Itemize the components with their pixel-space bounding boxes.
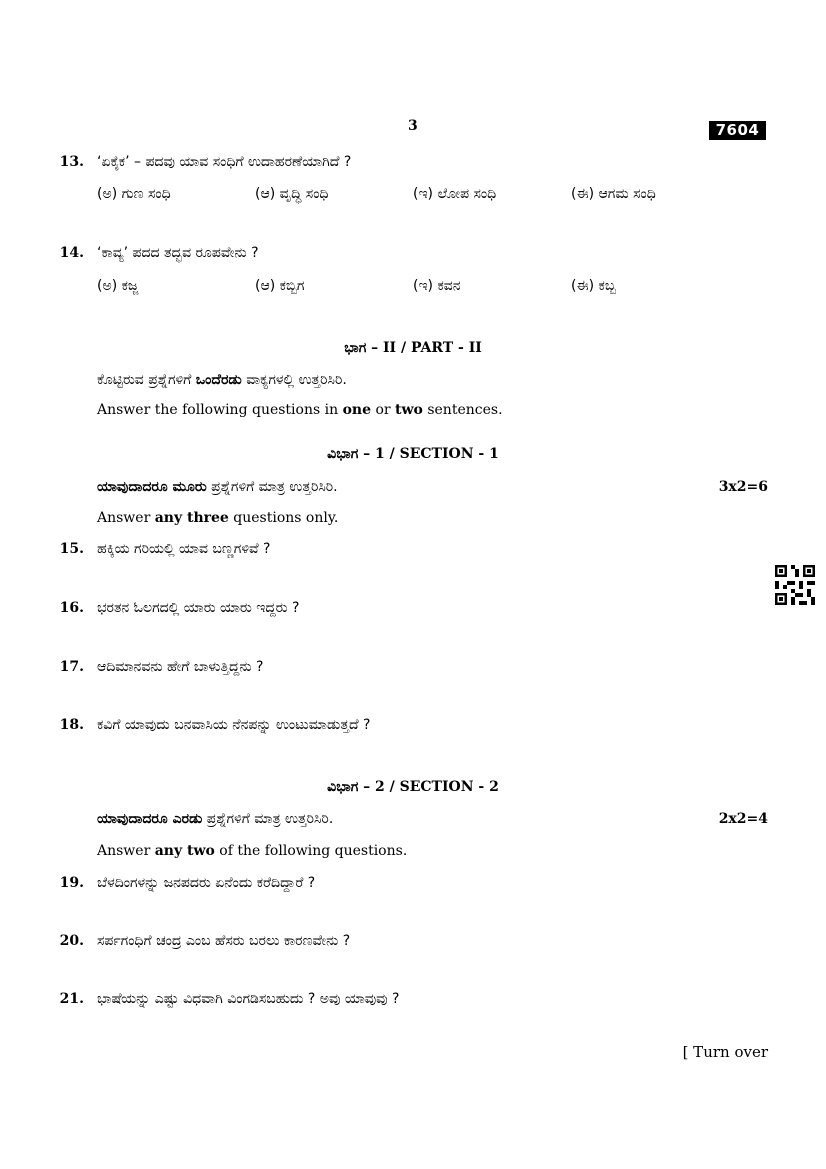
question-text: ‘ಏಕೈಕ’ – ಪದವು ಯಾವ ಸಂಧಿಗೆ ಉದಾಹರಣೆಯಾಗಿದೆ ? [97,154,352,170]
question-text: ಹಕ್ಕಿಯ ಗರಿಯಲ್ಲಿ ಯಾವ ಬಣ್ಣಗಳಿವೆ ? [97,541,271,557]
option-d: (ಈ) ಆಗಮ ಸಂಧಿ [571,186,656,202]
question-text: ಬೆಳದಿಂಗಳನ್ನು ಜನಪದರು ಏನೆಂದು ಕರೆದಿದ್ದಾರೆ ? [97,875,316,891]
question-text: ‘ಕಾವ್ಯ’ ಪದದ ತದ್ಭವ ರೂಪವೇನು ? [97,245,259,261]
option-b: (ಆ) ವೃದ್ಧಿ ಸಂಧಿ [255,186,329,202]
question-number: 21. [59,991,84,1007]
section-marks: 2x2=4 [718,811,768,827]
question-number: 15. [59,541,84,557]
section-heading: ವಿಭಾಗ – 1 / SECTION - 1 [327,446,499,462]
part-instruction-english: Answer the following questions in one or two sentences. [97,402,503,418]
part-instruction-kannada: ಕೊಟ್ಟಿರುವ ಪ್ರಶ್ನೆಗಳಿಗೆ ಒಂದೆರಡು ವಾಕ್ಯಗಳಲ್ಲಿ ಉತ್ತರಿಸಿರಿ. [97,372,347,388]
option-b: (ಆ) ಕಬ್ಬಿಗ [255,278,305,294]
question-number: 20. [59,933,84,949]
question-text: ಭಾಷೆಯನ್ನು ಎಷ್ಟು ವಿಧವಾಗಿ ವಿಂಗಡಿಸಬಹುದು ? ಅವು ಯಾವುವು ? [97,991,400,1007]
question-text: ಸರ್ಪಗಂಧಿಗೆ ಚಂದ್ರ ಎಂಬ ಹೆಸರು ಬರಲು ಕಾರಣವೇನು ? [97,933,351,949]
question-text: ಭರತನ ಓಲಗದಲ್ಲಿ ಯಾರು ಯಾರು ಇದ್ದರು ? [97,600,300,616]
question-number: 16. [59,600,84,616]
section-instruction-english: Answer any three questions only. [97,510,339,526]
section-instruction-kannada: ಯಾವುದಾದರೂ ಎರಡು ಪ್ರಶ್ನೆಗಳಿಗೆ ಮಾತ್ರ ಉತ್ತರಿಸಿರಿ. [97,811,334,827]
section-instruction-english: Answer any two of the following questions. [97,843,408,859]
section-marks: 3x2=6 [718,479,768,495]
option-a: (ಅ) ಕಜ್ಜ [97,278,139,294]
option-c: (ಇ) ಲೋಪ ಸಂಧಿ [413,186,497,202]
turn-over-note: [ Turn over [682,1043,768,1061]
qr-code-icon [775,565,815,605]
part-heading: ಭಾಗ – II / PART - II [344,340,482,356]
section-heading: ವಿಭಾಗ – 2 / SECTION - 2 [327,779,499,795]
option-d: (ಈ) ಕಬ್ಬ [571,278,616,294]
section-instruction-kannada: ಯಾವುದಾದರೂ ಮೂರು ಪ್ರಶ್ನೆಗಳಿಗೆ ಮಾತ್ರ ಉತ್ತರಿಸಿರಿ. [97,479,338,495]
question-number: 19. [59,875,84,891]
option-c: (ಇ) ಕವನ [413,278,461,294]
paper-code-badge: 7604 [709,121,766,140]
question-number: 13. [59,154,84,170]
question-number: 14. [59,245,84,261]
question-text: ಕವಿಗೆ ಯಾವುದು ಬನವಾಸಿಯ ನೆನಪನ್ನು ಉಂಟುಮಾಡುತ್ತದೆ ? [97,717,371,733]
question-number: 17. [59,659,84,675]
question-number: 18. [59,717,84,733]
option-a: (ಅ) ಗುಣ ಸಂಧಿ [97,186,171,202]
page-number: 3 [408,118,418,134]
question-text: ಆದಿಮಾನವನು ಹೇಗೆ ಬಾಳುತ್ತಿದ್ದನು ? [97,659,264,675]
